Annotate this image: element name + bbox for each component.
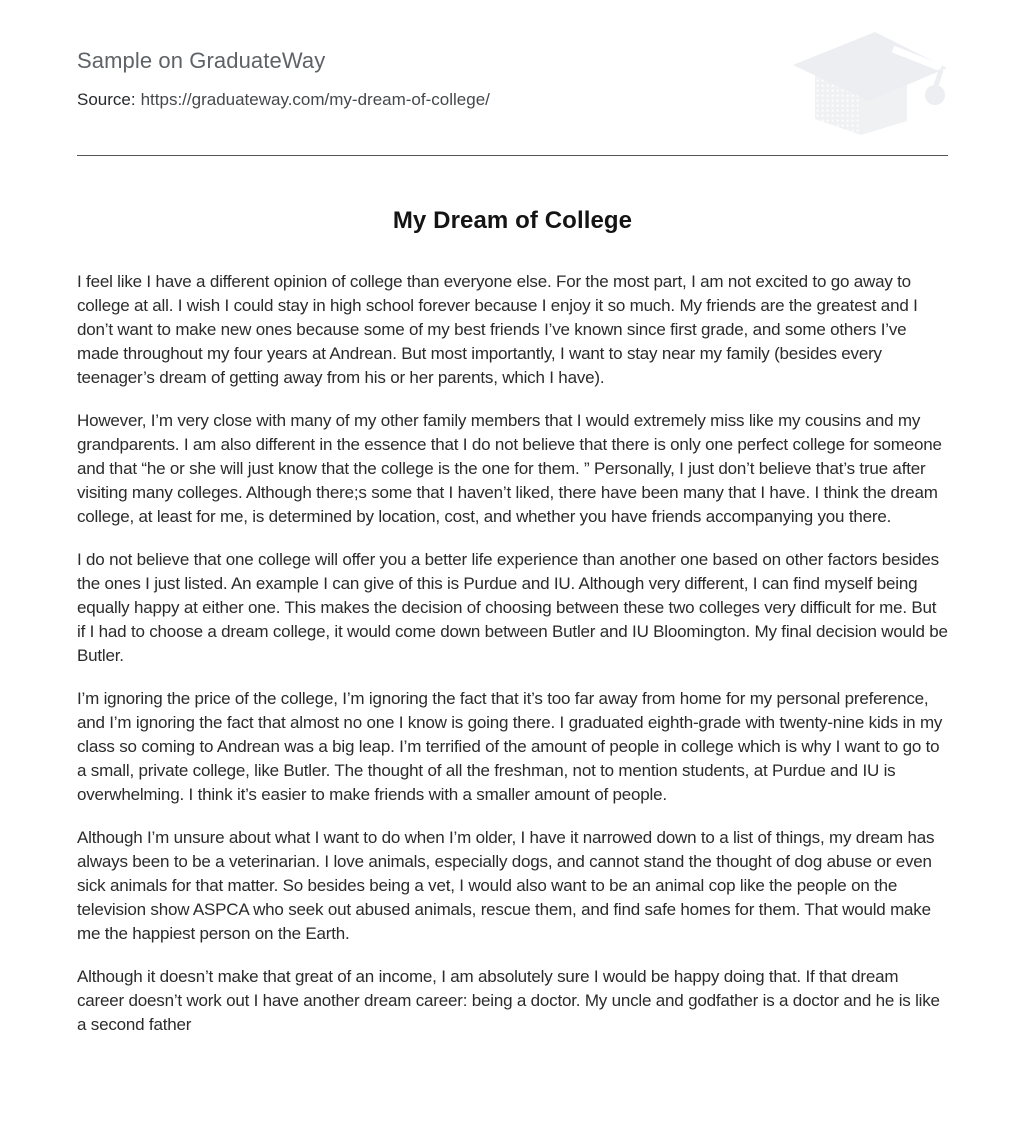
header-divider: [77, 155, 948, 156]
essay-paragraph-1: I feel like I have a different opinion of college than everyone else. For the most part, I am not excited to go away to college at all. I wish I could stay in high school forever because I enjoy it so much. My friends are the greatest and I don’t want to make new ones because some of my best friends I’ve known since first grade, and some others I’ve made throughout my four years at Andrean. But most importantly, I want to stay near my family (besides every teenager’s dream of getting away from his or her parents, which I have).: [77, 272, 918, 387]
essay-paragraph-3: I do not believe that one college will offer you a better life experience than another one based on other factors besides the ones I just listed. An example I can give of this is Purdue and IU. Although very different, I can find myself being equally happy at either one. This makes the decision of choosing between these two colleges very difficult for me. But if I had to choose a dream college, it would come down between Butler and IU Bloomington. My final decision would be Butler.: [77, 550, 948, 665]
essay-paragraph-6: Although it doesn’t make that great of an income, I am absolutely sure I would be happy doing that. If that dream career doesn’t work out I have another dream career: being a doctor. My uncle and godfather is a doctor and he is like a second father: [77, 967, 940, 1034]
source-label: Source:: [77, 90, 136, 109]
essay-title: My Dream of College: [392, 207, 633, 234]
cap-tassel-cord: [936, 70, 941, 86]
essay-paragraph-4: I’m ignoring the price of the college, I’m ignoring the fact that it’s too far away from home for my personal preference, and I’m ignoring the fact that almost no one I know is going there. I graduated eighth-grade with twenty-nine kids in my class so coming to Andrean was a big leap. I’m terrified of the amount of people in college which is why I want to go to a small, private college, like Butler. The thought of all the freshman, not to mention students, at Purdue and IU is overwhelming. I think it’s easier to make friends with a smaller amount of people.: [77, 689, 943, 804]
cap-tassel-ball: [925, 85, 945, 105]
source-url-link[interactable]: https://graduateway.com/my-dream-of-college/: [140, 90, 490, 109]
essay-paragraph-5: Although I’m unsure about what I want to do when I’m older, I have it narrowed down to a list of things, my dream has always been to be a veterinarian. I love animals, especially dogs, and cannot stand the thought of dog abuse or even sick animals for that matter. So besides being a vet, I would also want to be an animal cop like the people on the television show ASPCA who seek out abused animals, rescue them, and find safe homes for them. That would make me the happiest person on the Earth.: [77, 828, 935, 943]
essay-paragraph-2: However, I’m very close with many of my other family members that I would extremely miss like my cousins and my grandparents. I am also different in the essence that I do not believe that there is only one perfect college for someone and that “he or she will just know that the college is the one for them. ” Personally, I just don’t believe that’s true after visiting many colleges. Although there;s some that I haven’t liked, there have been many that I have. I think the dream college, at least for me, is determined by location, cost, and whether you have friends accompanying you there.: [77, 411, 942, 526]
essay-content: [77, 206, 948, 1037]
graduation-cap-icon: [791, 29, 951, 139]
site-label: Sample on GraduateWay: [77, 48, 326, 73]
